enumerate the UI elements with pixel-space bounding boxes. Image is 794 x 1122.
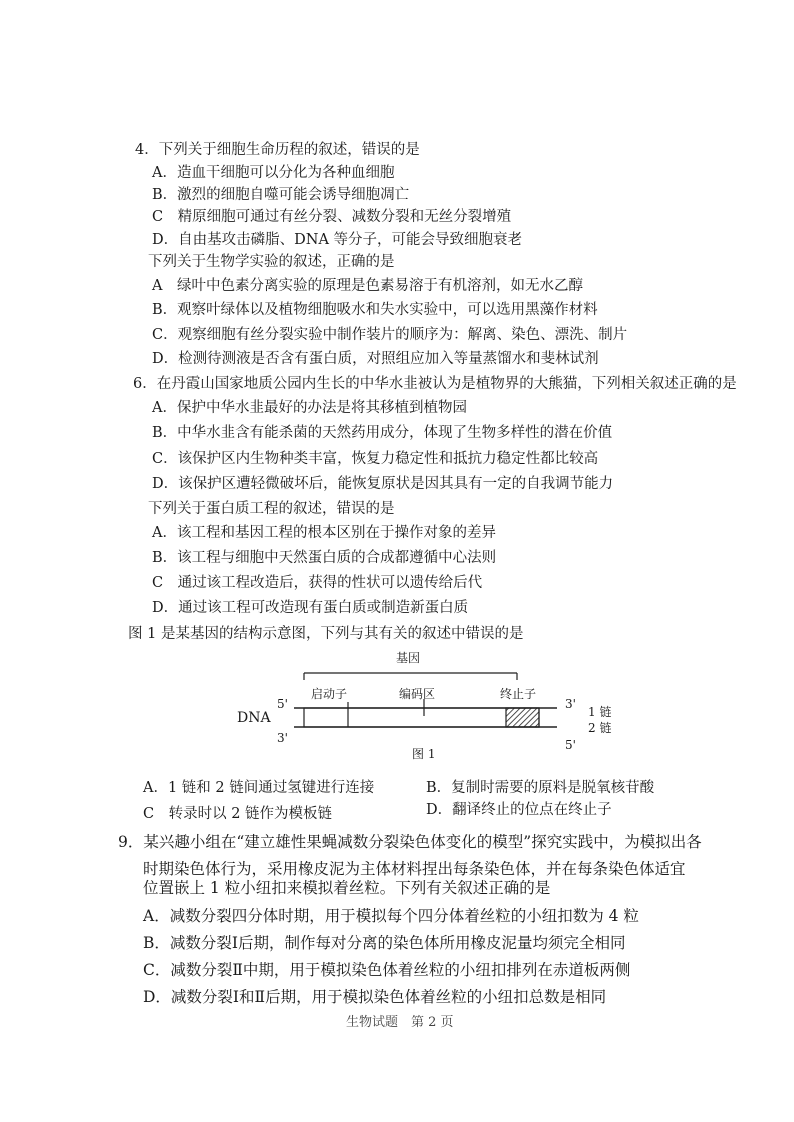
page-footer: 生物试题 第 2 页 <box>346 1015 454 1030</box>
q9-stem-line-3: 位置嵌上 1 粒小纽扣来模拟着丝粒。下列有关叙述正确的是 <box>143 879 551 897</box>
q6-option-b: B．中华水韭含有能杀菌的天然药用成分，体现了生物多样性的潜在价值 <box>152 425 613 441</box>
coding-region-label: 编码区 <box>399 687 436 701</box>
q5-option-d: D．检测待测液是否含有蛋白质，对照组应加入等量蒸馏水和斐林试剂 <box>152 351 599 367</box>
q9-stem-line-1: 9．某兴趣小组在“建立雄性果蝇减数分裂染色体变化的模型”探究实践中，为模拟出各 <box>118 833 702 851</box>
q7-option-d: D．通过该工程可改造现有蛋白质或制造新蛋白质 <box>152 600 469 616</box>
q6-option-c: C．该保护区内生物种类丰富，恢复力稳定性和抵抗力稳定性都比较高 <box>152 451 599 467</box>
q6-option-d: D．该保护区遭轻微破坏后，能恢复原状是因其具有一定的自我调节能力 <box>152 476 614 492</box>
q9-option-b: B．减数分裂Ⅰ后期，制作每对分离的染色体所用橡皮泥量均须完全相同 <box>143 934 626 952</box>
q6-stem: 6．在丹霞山国家地质公园内生长的中华水韭被认为是植物界的大熊猫，下列相关叙述正确的是 <box>133 376 737 392</box>
q9-stem-line-2: 时期染色体行为，采用橡皮泥为主体材料捏出每条染色体，并在每条染色体适宜 <box>143 860 686 878</box>
q5-option-b: B．观察叶绿体以及植物细胞吸水和失水实验中，可以选用黑藻作材料 <box>152 302 598 318</box>
q5-option-c: C．观察细胞有丝分裂实验中制作装片的顺序为：解离、染色、漂洗、制片 <box>152 327 628 343</box>
chain-1-label: 1 链 <box>588 705 612 719</box>
chain-2-label: 2 链 <box>588 721 612 735</box>
q8-option-d: D．翻译终止的位点在终止子 <box>426 802 612 818</box>
terminator-region <box>506 708 539 727</box>
q7-stem: 下列关于蛋白质工程的叙述，错误的是 <box>148 501 395 517</box>
q4-option-b: B．激烈的细胞自噬可能会诱导细胞凋亡 <box>152 187 410 203</box>
q9-option-a: A．减数分裂四分体时期，用于模拟每个四分体着丝粒的小纽扣数为 4 粒 <box>143 907 639 925</box>
promoter-label: 启动子 <box>311 687 348 701</box>
q8-option-a: A．1 链和 2 链间通过氢键进行连接 <box>143 780 375 796</box>
q8-stem: 图 1 是某基因的结构示意图，下列与其有关的叙述中错误的是 <box>128 626 524 642</box>
gene-label: 基因 <box>396 651 421 665</box>
q7-option-b: B．该工程与细胞中天然蛋白质的合成都遵循中心法则 <box>152 550 497 566</box>
q9-option-c: C．减数分裂Ⅱ中期，用于模拟染色体着丝粒的小纽扣排列在赤道板两侧 <box>143 961 631 979</box>
gene-box <box>304 708 539 727</box>
five-prime-top: 5' <box>277 697 288 711</box>
dna-label: DNA <box>237 710 271 726</box>
three-prime-bottom: 3' <box>277 731 288 745</box>
three-prime-top: 3' <box>565 697 576 711</box>
five-prime-bottom: 5' <box>565 738 576 752</box>
q7-option-c: C 通过该工程改造后，获得的性状可以遗传给后代 <box>152 575 483 591</box>
q9-option-d: D．减数分裂Ⅰ和Ⅱ后期，用于模拟染色体着丝粒的小纽扣总数是相同 <box>143 988 607 1006</box>
q5-option-a: A 绿叶中色素分离实验的原理是色素易溶于有机溶剂，如无水乙醇 <box>152 278 583 294</box>
q8-option-c: C 转录时以 2 链作为模板链 <box>143 806 333 822</box>
figure-caption: 图 1 <box>412 747 436 761</box>
q4-option-d: D．自由基攻击磷脂、DNA 等分子，可能会导致细胞衰老 <box>152 232 523 248</box>
q7-option-a: A．该工程和基因工程的根本区别在于操作对象的差异 <box>152 525 496 541</box>
q4-option-a: A．造血干细胞可以分化为各种血细胞 <box>152 165 395 181</box>
q4-stem: 4．下列关于细胞生命历程的叙述，错误的是 <box>135 142 420 158</box>
q6-option-a: A．保护中华水韭最好的办法是将其移植到植物园 <box>152 400 467 416</box>
q4-option-c: C 精原细胞可通过有丝分裂、减数分裂和无丝分裂增殖 <box>152 209 512 225</box>
q5-stem: 下列关于生物学实验的叙述，正确的是 <box>148 254 395 270</box>
terminator-label: 终止子 <box>500 687 537 701</box>
q8-option-b: B．复制时需要的原料是脱氧核苷酸 <box>426 780 655 796</box>
